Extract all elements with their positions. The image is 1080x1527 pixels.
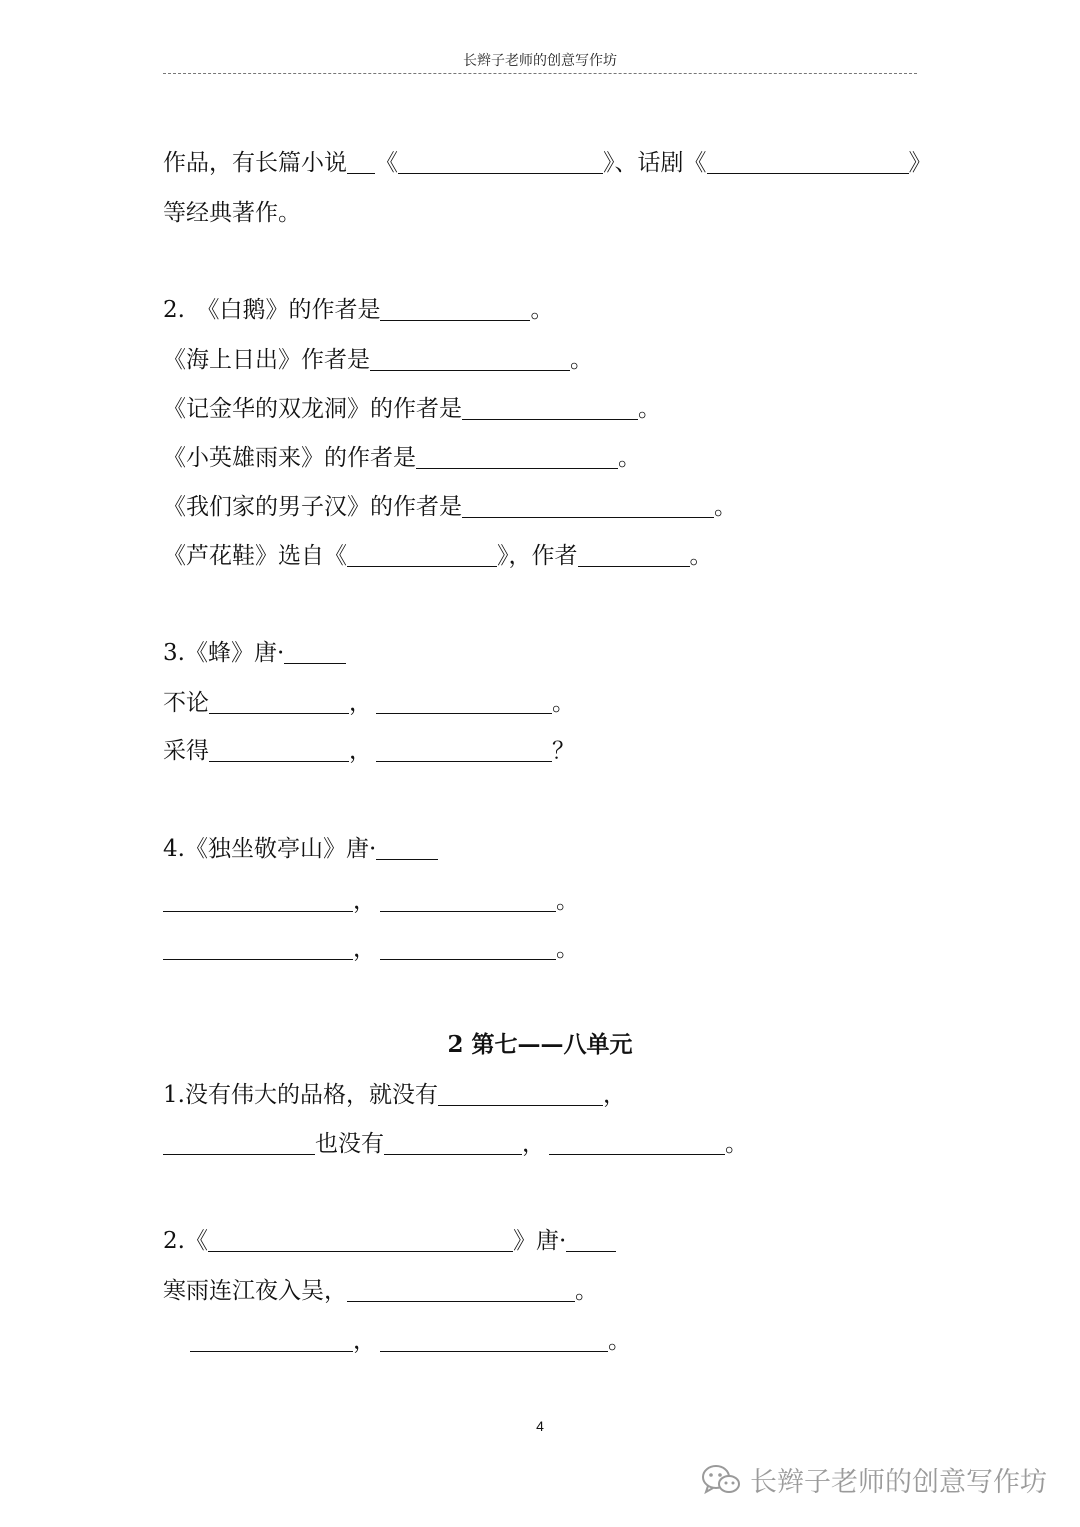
watermark (700, 1460, 1047, 1499)
period: 。 (714, 494, 737, 520)
q3-line-2 (163, 736, 575, 766)
q3-line-1 (163, 688, 575, 718)
comma: ， (602, 1082, 626, 1108)
poem-text: 寒雨连江夜入吴， (163, 1278, 347, 1304)
blank (347, 151, 375, 174)
answer-blank (384, 1132, 522, 1155)
bracket-open: 《 (375, 150, 398, 176)
question-text: 1.没有伟大的品格，就没有 (163, 1082, 438, 1108)
poet-blank (376, 837, 438, 860)
poem-title: 4.《独坐敬亭山》唐· (163, 836, 377, 862)
question-text: 《记金华的双龙洞》的作者是 (163, 396, 462, 422)
q2-line-1 (163, 295, 553, 325)
works-text: 作品，有长篇小说 (163, 150, 347, 176)
question-text: 2. 《白鹅》的作者是 (163, 297, 381, 323)
novel-blank (398, 151, 603, 174)
question-mark: ？ (552, 738, 575, 764)
comma: ， (353, 1328, 376, 1354)
question-text: 《我们家的男子汉》的作者是 (163, 494, 462, 520)
period: 。 (638, 396, 661, 422)
comma: ， (353, 888, 376, 914)
answer-blank (438, 1083, 603, 1106)
s2-q2-line-1 (163, 1276, 598, 1306)
dynasty-label: 》唐· (512, 1228, 567, 1254)
comma: ， (522, 1131, 545, 1157)
author-label: 》，作者 (497, 543, 578, 569)
poet-blank (284, 641, 346, 664)
comma: ， (349, 690, 372, 716)
question-text: 2.《 (163, 1228, 208, 1254)
poem-blank (380, 1329, 608, 1352)
poem-title: 3.《蜂》唐· (163, 640, 285, 666)
page-number: 4 (536, 1418, 544, 1434)
q4-line-2 (163, 934, 579, 964)
poem-blank (376, 739, 552, 762)
period: 。 (556, 936, 579, 962)
works-line (163, 148, 932, 178)
section-heading: 2 第七——八单元 (447, 1031, 633, 1058)
page-header: 长辫子老师的创意写作坊 (463, 53, 617, 69)
poem-blank (209, 691, 349, 714)
answer-blank (549, 1132, 725, 1155)
answer-blank (462, 495, 714, 518)
poem-blank (347, 1279, 575, 1302)
period: 。 (618, 445, 641, 471)
period: 。 (530, 297, 554, 323)
question-text: 《海上日出》作者是 (163, 347, 370, 373)
header-divider (163, 73, 917, 74)
works-line-2: 等经典著作。 (163, 200, 301, 226)
poem-blank (209, 739, 349, 762)
poet-blank (566, 1229, 616, 1252)
answer-blank (163, 1132, 315, 1155)
poem-text: 采得 (163, 738, 209, 764)
question-text: 《芦花鞋》选自《 (163, 543, 347, 569)
s2-q1-line-1 (163, 1080, 626, 1110)
q2-line-2 (163, 345, 593, 375)
q3-title (163, 638, 346, 668)
period: 。 (570, 347, 593, 373)
period: 。 (552, 690, 575, 716)
s2-q1-line-2 (163, 1129, 748, 1159)
s2-q2-title (163, 1226, 616, 1256)
poem-blank (380, 889, 556, 912)
poem-blank (380, 937, 556, 960)
s2-q2-line-2 (190, 1326, 631, 1356)
period: 。 (725, 1131, 748, 1157)
period: 。 (689, 543, 713, 569)
author-blank (578, 544, 690, 567)
poem-blank (163, 889, 353, 912)
answer-blank (462, 397, 638, 420)
poem-title-blank (208, 1229, 513, 1252)
q2-line-6 (163, 541, 713, 571)
comma: ， (349, 738, 372, 764)
answer-blank (370, 348, 570, 371)
q4-title (163, 834, 438, 864)
q4-line-1 (163, 886, 579, 916)
question-text: 也没有 (315, 1131, 384, 1157)
q2-line-5 (163, 492, 737, 522)
period: 。 (575, 1278, 598, 1304)
source-blank (347, 544, 497, 567)
watermark-text: 长辫子老师的创意写作坊 (750, 1467, 1047, 1498)
drama-label: 》、话剧《 (603, 150, 707, 176)
poem-blank (376, 691, 552, 714)
question-text: 《小英雄雨来》的作者是 (163, 445, 416, 471)
comma: ， (353, 936, 376, 962)
q2-line-3 (163, 394, 661, 424)
period: 。 (608, 1328, 631, 1354)
poem-blank (190, 1329, 353, 1352)
q2-line-4 (163, 443, 641, 473)
poem-blank (163, 937, 353, 960)
poem-text: 不论 (163, 690, 209, 716)
drama-blank (707, 151, 909, 174)
period: 。 (556, 888, 579, 914)
answer-blank (380, 298, 530, 321)
answer-blank (416, 446, 618, 469)
wechat-icon (700, 1463, 742, 1497)
bracket-close: 》 (908, 150, 932, 176)
